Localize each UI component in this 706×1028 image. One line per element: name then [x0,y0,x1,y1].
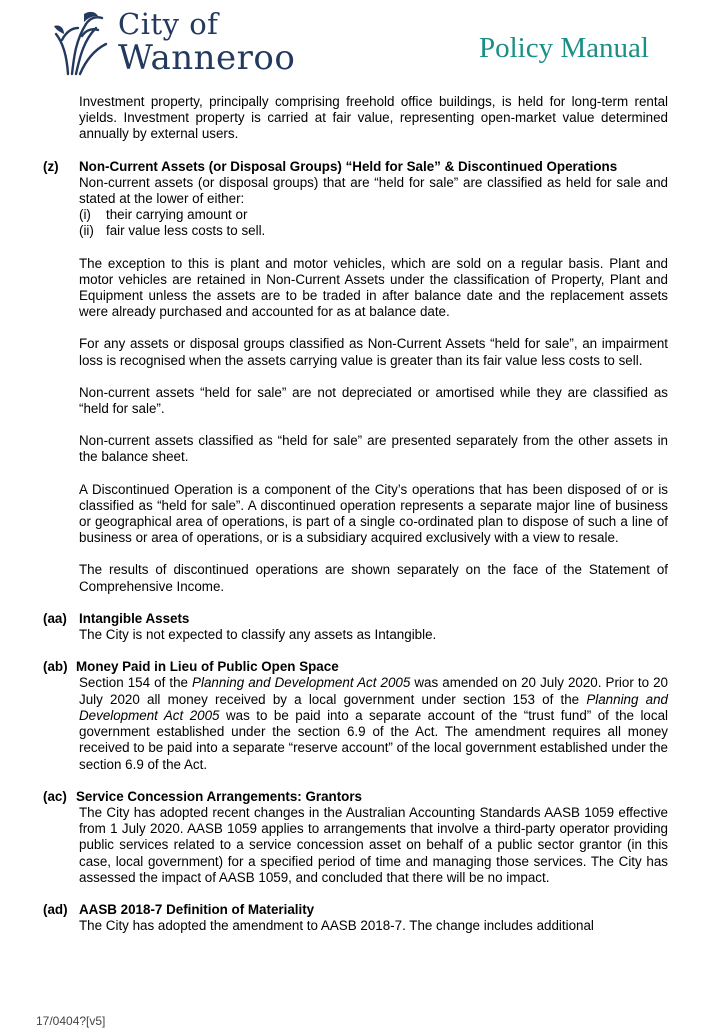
section-label: (ad) [43,901,68,917]
section-z-heading [0,159,706,175]
section-ad-paragraph: The City has adopted the amendment to AASB 2018-7. The change includes additional [79,918,594,934]
list-item-number: (ii) [79,223,94,239]
list-item-number: (i) [79,207,91,223]
section-label: (ab) [43,659,68,675]
section-ad-heading [0,902,706,918]
section-ab-paragraph: Section 154 of the Planning and Development Act 2005 was amended on 20 July 2020. Prior to 20 July 2020 all money received by a local government under section 153 of the Planning and Development Act 2005 was to be paid into a separate account of the “trust fund” of the local government established under the section 6.9 of the Act. The amendment requires all money received to be paid into a separate “reserve account” of the local government established under the section 6.9 of the Act. [79,675,668,772]
section-aa-paragraph: The City is not expected to classify any assets as Intangible. [79,627,437,643]
section-ac-heading [0,789,706,805]
section-z-paragraph-3: For any assets or disposal groups classified as Non-Current Assets “held for sale”, an impairment loss is recognised when the assets carrying value is greater than its fair value less costs to sell. [79,336,668,368]
section-title: Non-Current Assets (or Disposal Groups) “Held for Sale” & Discontinued Operations [79,158,618,174]
document-body [0,94,706,934]
section-title: Intangible Assets [79,610,190,626]
city-of-wanneroo-logo [52,7,296,78]
section-title: Money Paid in Lieu of Public Open Space [76,659,339,675]
section-aa-heading [0,611,706,627]
act-title: Planning and Development Act 2005 [79,691,668,723]
section-label: (aa) [43,610,67,626]
logo-line-wanneroo: Wanneroo [118,38,296,78]
logo-wordmark [118,8,295,76]
section-title: AASB 2018-7 Definition of Materiality [79,901,315,917]
section-title: Service Concession Arrangements: Grantors [76,788,363,804]
section-z-paragraph-5: Non-current assets classified as “held for sale” are presented separately from the other assets in the balance sheet. [79,433,668,465]
wanneroo-banksia-logo-icon [52,10,110,76]
section-ac-paragraph: The City has adopted recent changes in the Australian Accounting Standards AASB 1059 effective from 1 July 2020. AASB 1059 applies to arrangements that involve a third-party operator providing public services related to a service concession asset on behalf of a public sector grantor (in this case, local government) for a specified period of time and managing those services. The City has assessed the impact of AASB 1059, and concluded that there will be no impact. [79,804,668,885]
policy-manual-title: Policy Manual [479,32,649,64]
list-item-text: fair value less costs to sell. [106,223,266,239]
section-z-paragraph-1: Non-current assets (or disposal groups) that are “held for sale” are classified as held for sale and stated at the lower of either: [79,174,668,207]
intro-paragraph: Investment property, principally comprising freehold office buildings, is held for long-term rental yields. Investment property is carried at fair value, representing open-market value determined annually by external users. [79,94,668,142]
section-z-paragraph-6: A Discontinued Operation is a component of the City’s operations that has been disposed of or is classified as “held for sale”. A discontinued operation represents a separate major line of business or geographical area of operations, is part of a single co-ordinated plan to dispose of such a line of business or area of operations, or is a subsidiary acquired exclusively with a view to resale. [79,481,668,546]
section-label: (ac) [43,788,67,804]
logo-line-city-of: City of [118,7,219,41]
list-item [79,207,706,223]
list-item [79,223,706,239]
section-ab-heading [0,659,706,675]
list-item-text: their carrying amount or [106,207,248,223]
section-z-paragraph-2: The exception to this is plant and motor vehicles, which are sold on a regular basis. Plant and motor vehicles are retained in Non-Current Assets under the classification of Property, Plant and Equipment unless the assets are to be traded in after balance date and the replacement assets were already purchased and accounted for as at balance date. [79,255,668,320]
section-z-paragraph-4: Non-current assets “held for sale” are not depreciated or amortised while they are classified as “held for sale”. [79,384,668,417]
act-title: Planning and Development Act 2005 [192,675,411,691]
document-reference-footer: 17/0404?[v5] [36,1014,106,1028]
section-z-paragraph-7: The results of discontinued operations are shown separately on the face of the Statement of Comprehensive Income. [79,562,668,594]
section-label: (z) [43,158,59,174]
